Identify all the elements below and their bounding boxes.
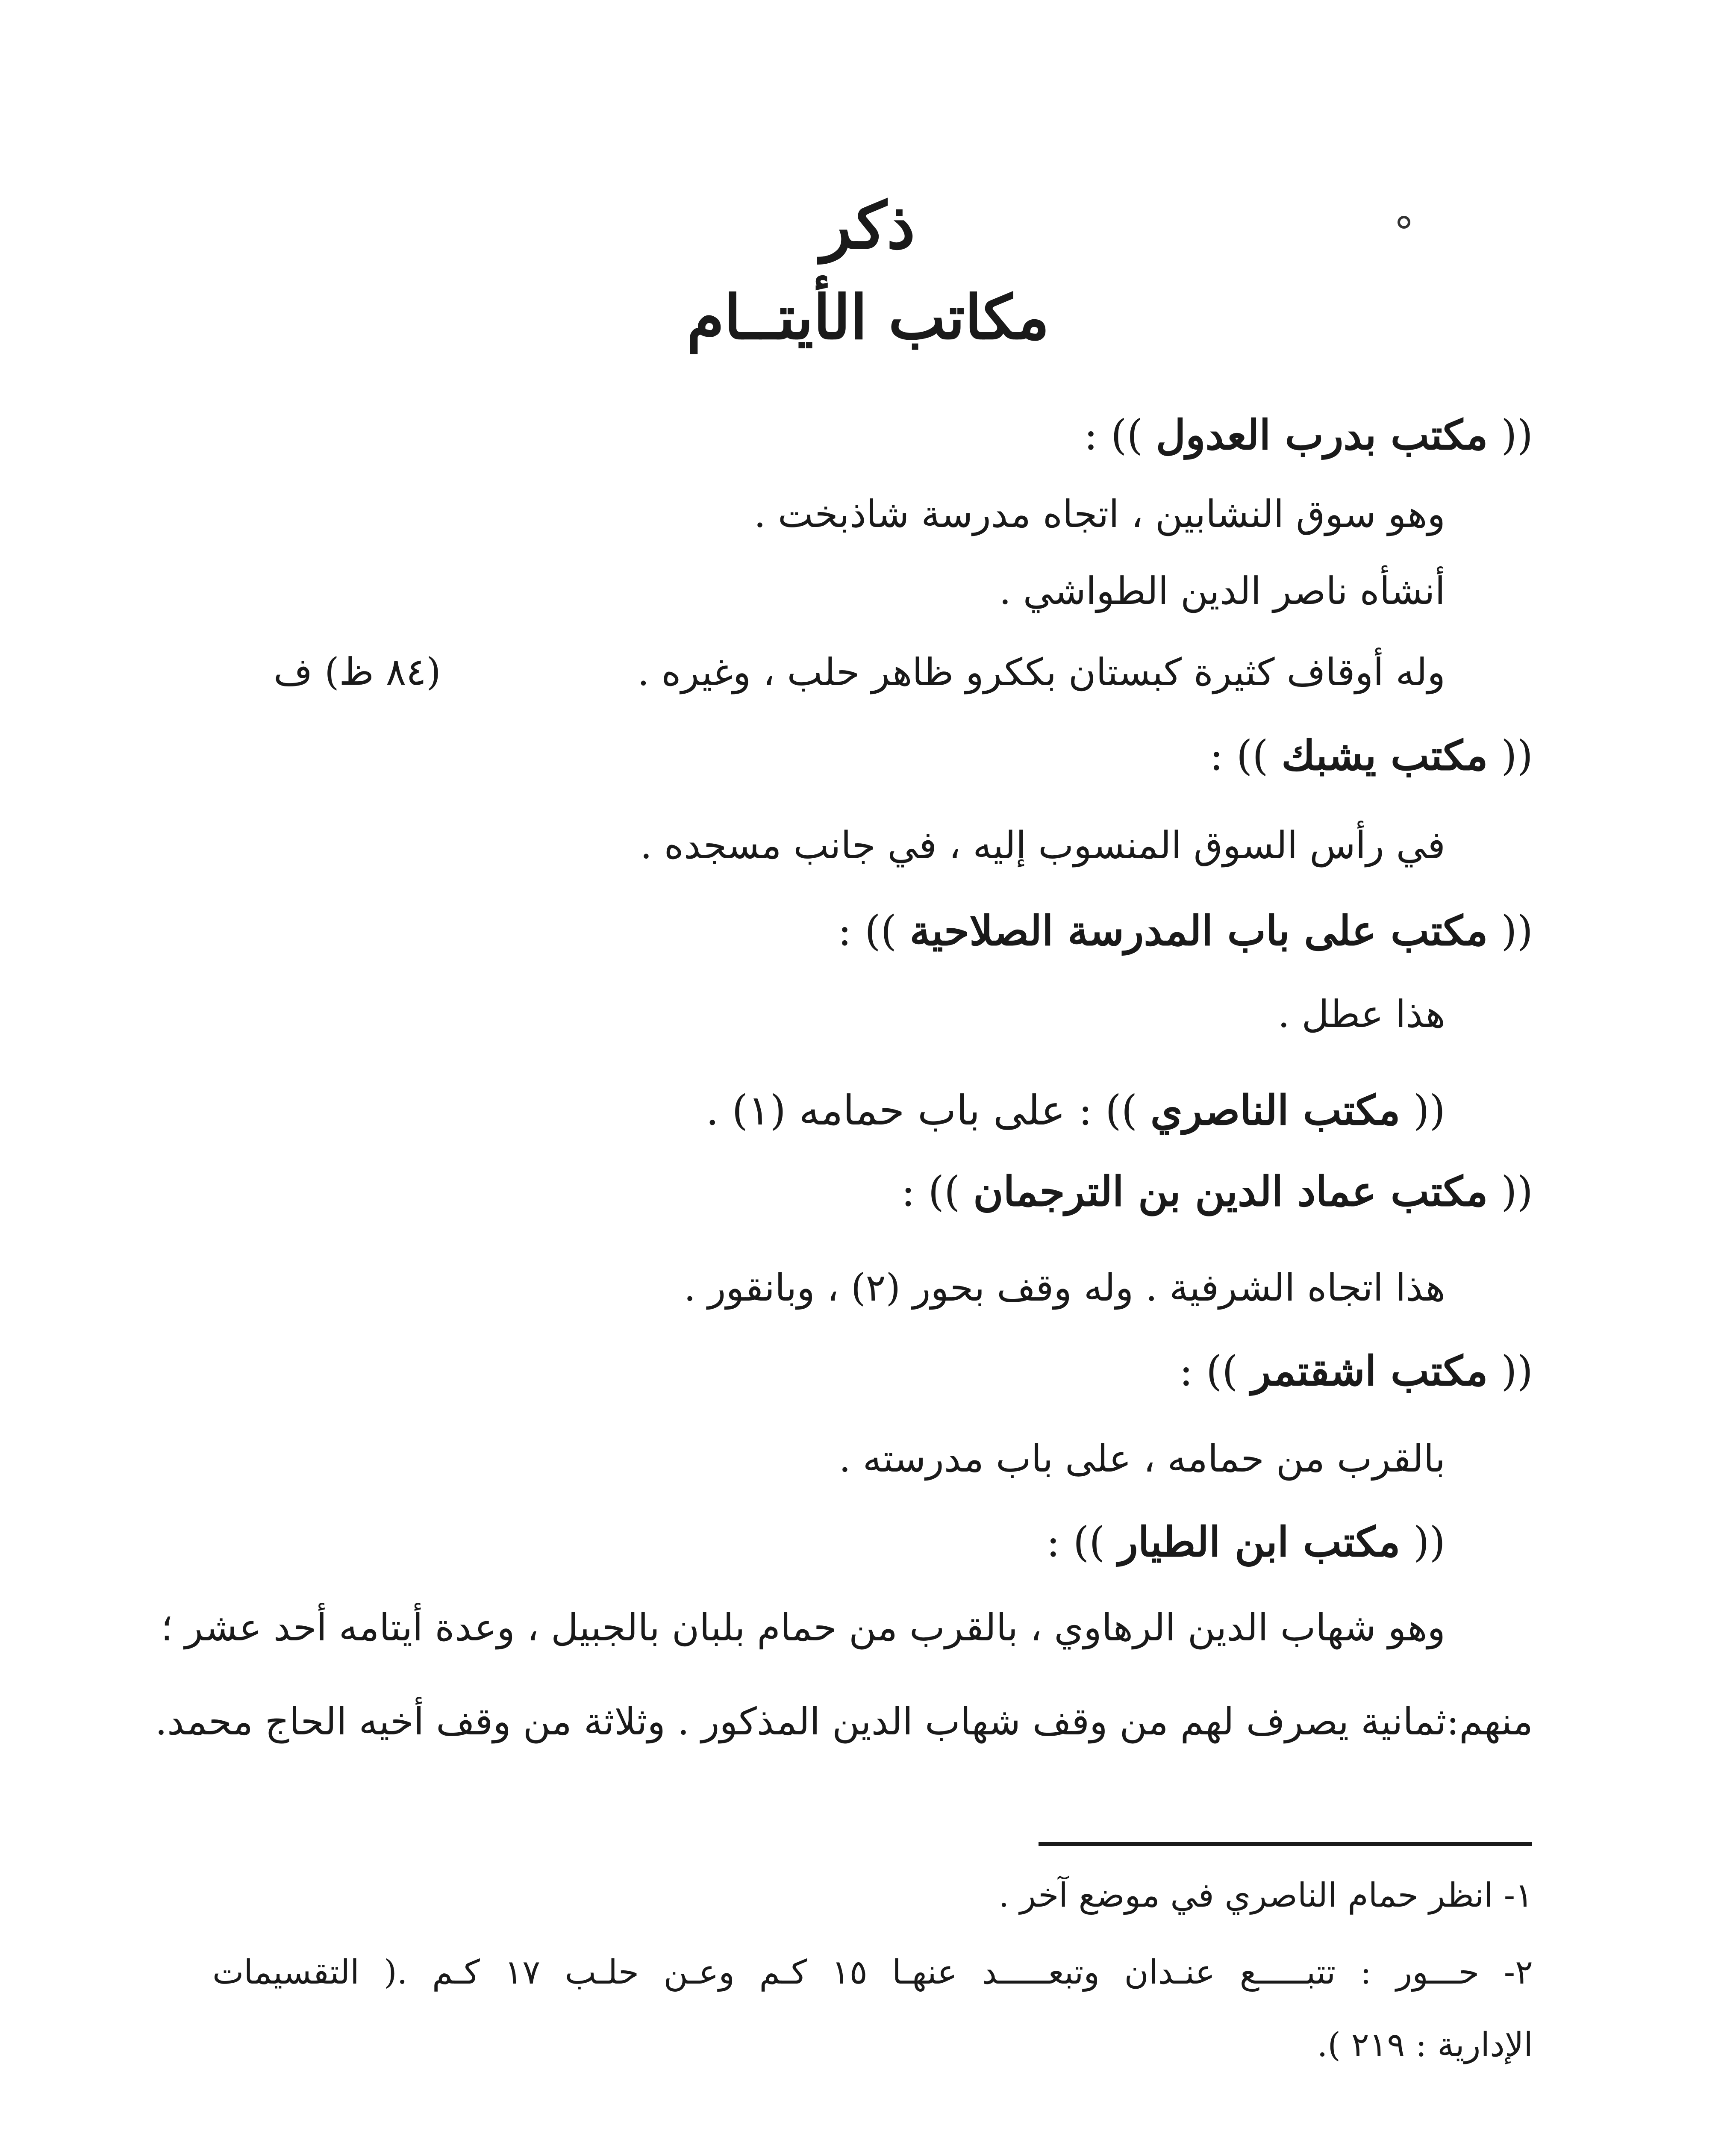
entry-text: أنشأه ناصر الدين الطواشي . (999, 569, 1445, 613)
entry-text: منهم:ثمانية يصرف لهم من وقف شهاب الدين المذكور . وثلاثة من وقف أخيه الحاج محمد. (155, 1699, 1533, 1743)
entry-heading: (( مكتب الناصري )) : على باب حمامه (١) . (706, 1086, 1445, 1134)
entry-text: وله أوقاف كثيرة كبستان بككرو ظاهر حلب ، وغيره . (637, 650, 1445, 694)
entry-heading: (( مكتب ابن الطيار )) : (1046, 1518, 1445, 1566)
entry-text: هذا اتجاه الشرفية . وله وقف بحور (٢) ، وبانقور . (684, 1266, 1445, 1310)
entry-heading: (( مكتب عماد الدين بن الترجمان )) : (901, 1167, 1533, 1216)
entry-text: في رأس السوق المنسوب إليه ، في جانب مسجده . (640, 823, 1445, 867)
footnote: ١- انظر حمام الناصري في موضع آخر . (998, 1876, 1533, 1915)
entry-text: وهو شهاب الدين الرهاوي ، بالقرب من حمام بلبان بالجبيل ، وعدة أيتامه أحد عشر ؛ (161, 1605, 1445, 1649)
entry-heading: (( مكتب يشبك )) : (1209, 731, 1533, 780)
footnote: ٢- حـــور : تتبـــــع عنـدان وتبعـــــد عنهـا ١٥ كـم وعـن حلـب ١٧ كـم .( التقسيمات (212, 1953, 1533, 1992)
footnote-divider (1039, 1842, 1532, 1846)
footnote: الإدارية : ٢١٩ ). (1317, 2026, 1533, 2064)
entry-heading: (( مكتب على باب المدرسة الصلاحية )) : (838, 907, 1533, 955)
page-subtitle: مكاتب الأيتــام (686, 282, 1050, 353)
margin-note: (٨٤ ظ) ف (274, 650, 441, 694)
entry-heading: (( مكتب بدرب العدول )) : (1084, 411, 1533, 459)
entry-text: بالقرب من حمامه ، على باب مدرسته . (839, 1436, 1445, 1481)
entry-heading: (( مكتب اشقتمر )) : (1179, 1347, 1533, 1395)
page-title: ذكر (821, 188, 915, 263)
entry-text: وهو سوق النشابين ، اتجاه مدرسة شاذبخت . (753, 492, 1445, 536)
entry-text: هذا عطل . (1277, 992, 1445, 1036)
